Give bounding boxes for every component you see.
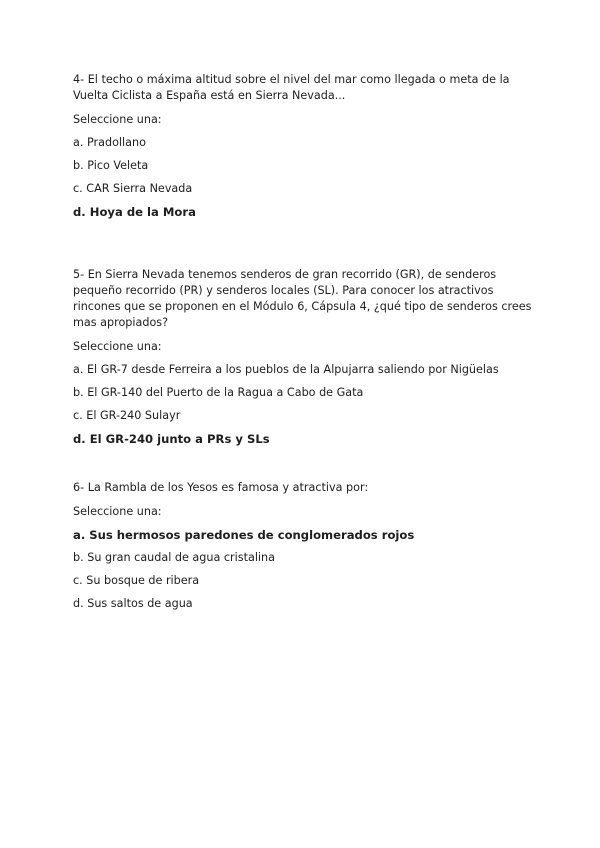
question-4-text: 4- El techo o máxima altitud sobre el nivel del mar como llegada o meta de la Vuelta Ciclista a España está en Sierra Nevada... xyxy=(73,73,510,102)
question-6-select-label: Seleccione una: xyxy=(73,505,162,518)
question-6-option-d[interactable]: d. Sus saltos de agua xyxy=(73,597,193,610)
question-4 xyxy=(73,72,533,220)
question-5-option-a[interactable]: a. El GR-7 desde Ferreira a los pueblos de la Alpujarra saliendo por Nigüelas xyxy=(73,363,499,376)
question-5-option-d[interactable]: d. El GR-240 junto a PRs y SLs xyxy=(73,432,270,446)
question-5 xyxy=(73,267,533,447)
question-5-option-b[interactable]: b. El GR-140 del Puerto de la Ragua a Cabo de Gata xyxy=(73,386,364,399)
question-4-select-label: Seleccione una: xyxy=(73,113,162,126)
question-5-text: 5- En Sierra Nevada tenemos senderos de gran recorrido (GR), de senderos pequeño recorrido (PR) y senderos locales (SL). Para conocer los atractivos rincones que se proponen en el Módulo 6, Cápsula 4, ¿qué tipo de senderos crees mas apropiados? xyxy=(73,268,532,329)
question-5-select-label: Seleccione una: xyxy=(73,340,162,353)
question-6 xyxy=(73,480,533,612)
question-4-option-d[interactable]: d. Hoya de la Mora xyxy=(73,205,196,219)
question-6-option-b[interactable]: b. Su gran caudal de agua cristalina xyxy=(73,551,275,564)
question-4-option-a[interactable]: a. Pradollano xyxy=(73,136,146,149)
question-4-option-b[interactable]: b. Pico Veleta xyxy=(73,159,149,172)
question-6-text: 6- La Rambla de los Yesos es famosa y atractiva por: xyxy=(73,481,369,494)
question-4-option-c[interactable]: c. CAR Sierra Nevada xyxy=(73,182,193,195)
question-6-option-a[interactable]: a. Sus hermosos paredones de conglomerados rojos xyxy=(73,528,415,542)
question-6-option-c[interactable]: c. Su bosque de ribera xyxy=(73,574,200,587)
question-5-option-c[interactable]: c. El GR-240 Sulayr xyxy=(73,409,181,422)
